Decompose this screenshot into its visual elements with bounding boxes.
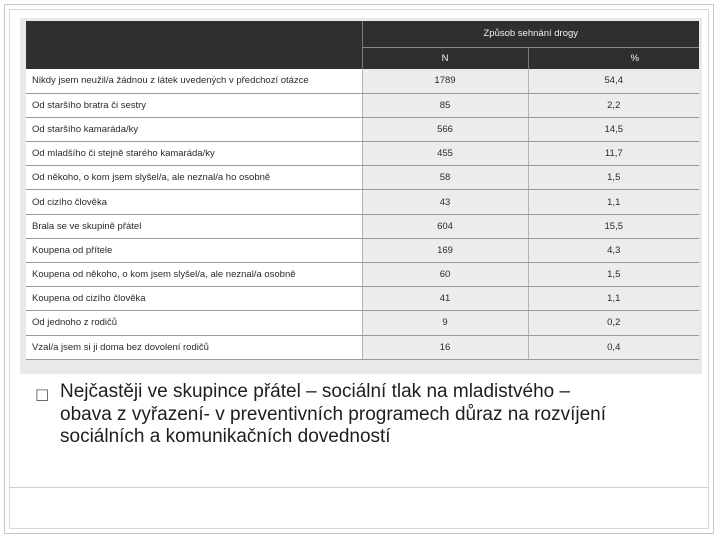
- table-image: [20, 18, 702, 374]
- row-label: Od staršího kamaráda/ky: [26, 117, 362, 141]
- row-label: Brala se ve skupině přátel: [26, 214, 362, 238]
- table-row: [26, 142, 699, 166]
- drug-source-table: [26, 21, 699, 360]
- row-count: 455: [362, 142, 528, 166]
- table-header-n: N: [362, 47, 528, 69]
- row-label: Koupena od přítele: [26, 238, 362, 262]
- row-percent: 2,2: [528, 93, 699, 117]
- table-header-pct: %: [528, 47, 699, 69]
- row-count: 43: [362, 190, 528, 214]
- table-row: [26, 287, 699, 311]
- row-label: Od staršího bratra či sestry: [26, 93, 362, 117]
- row-label: Koupena od cizího člověka: [26, 287, 362, 311]
- table-row: [26, 190, 699, 214]
- table-header-row-1: [26, 21, 699, 47]
- row-count: 16: [362, 335, 528, 359]
- table-row: [26, 335, 699, 359]
- row-count: 169: [362, 238, 528, 262]
- row-label: Nikdy jsem neužil/a žádnou z látek uvedených v předchozí otázce: [26, 69, 362, 93]
- row-label: Od někoho, o kom jsem slyšel/a, ale neznal/a ho osobně: [26, 166, 362, 190]
- table-row: [26, 166, 699, 190]
- row-percent: 0,4: [528, 335, 699, 359]
- table-row: [26, 238, 699, 262]
- table-header-empty: [26, 21, 362, 69]
- bullet-icon: □: [35, 385, 50, 403]
- table-row: [26, 311, 699, 335]
- row-percent: 1,5: [528, 166, 699, 190]
- row-count: 60: [362, 263, 528, 287]
- table-row: [26, 69, 699, 93]
- row-percent: 15,5: [528, 214, 699, 238]
- row-percent: 1,1: [528, 190, 699, 214]
- row-count: 85: [362, 93, 528, 117]
- table-group-header: Způsob sehnání drogy: [362, 21, 699, 47]
- row-count: 566: [362, 117, 528, 141]
- row-percent: 14,5: [528, 117, 699, 141]
- table-row: [26, 93, 699, 117]
- bullet-text: Nejčastěji ve skupince přátel – sociální tlak na mladistvého – obava z vyřazení- v preventivních programech důraz na rozvíjení sociálních a komunikačních dovedností: [60, 381, 606, 447]
- table-row: [26, 117, 699, 141]
- table-row: [26, 214, 699, 238]
- row-label: Od jednoho z rodičů: [26, 311, 362, 335]
- row-percent: 0,2: [528, 311, 699, 335]
- row-count: 9: [362, 311, 528, 335]
- row-count: 58: [362, 166, 528, 190]
- row-percent: 54,4: [528, 69, 699, 93]
- row-count: 604: [362, 214, 528, 238]
- row-label: Vzal/a jsem si ji doma bez dovolení rodičů: [26, 335, 362, 359]
- row-count: 41: [362, 287, 528, 311]
- row-label: Od mladšího či stejně starého kamaráda/ky: [26, 142, 362, 166]
- row-label: Koupena od někoho, o kom jsem slyšel/a, ale neznal/a osobně: [26, 263, 362, 287]
- row-percent: 11,7: [528, 142, 699, 166]
- slide-bottom-divider: [9, 487, 709, 488]
- row-count: 1789: [362, 69, 528, 93]
- row-percent: 1,5: [528, 263, 699, 287]
- row-percent: 4,3: [528, 238, 699, 262]
- row-label: Od cizího člověka: [26, 190, 362, 214]
- table-row: [26, 263, 699, 287]
- row-percent: 1,1: [528, 287, 699, 311]
